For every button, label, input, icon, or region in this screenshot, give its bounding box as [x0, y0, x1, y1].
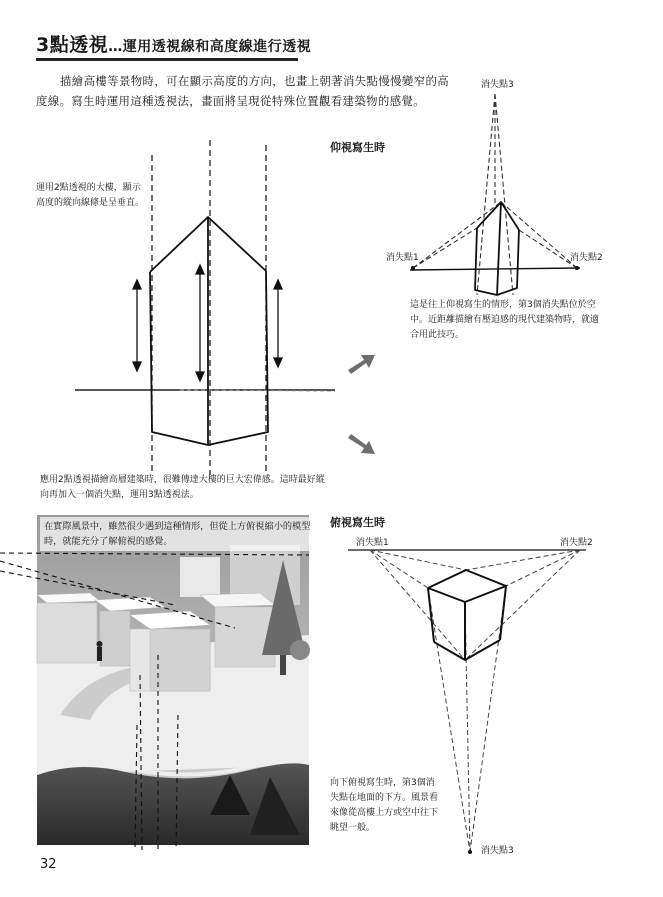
downward-vp1-label: 消失點1 [356, 538, 389, 548]
intro-paragraph [36, 71, 456, 111]
downward-note: 向下俯視寫生時，第3個消失點在地面的下方。風景看來像從高樓上方或空中往下眺望一般。 [330, 778, 439, 833]
arrow-down-right-icon [344, 432, 380, 462]
upward-label: 仰視寫生時 [330, 141, 385, 154]
upward-3point-drawing [395, 90, 595, 300]
upward-vp1-label: 消失點1 [386, 253, 419, 263]
heading-underline [36, 58, 298, 61]
upward-vp3-label: 消失點3 [481, 80, 514, 90]
bottom-note: 應用2點透視描繪高層建築時，很難傳達大樓的巨大宏偉感。這時最好縱向再加入一個消失點，運用3點透視法。 [40, 475, 325, 500]
downward-label: 俯視寫生時 [330, 516, 385, 529]
heading-title: 3點透視 [36, 34, 109, 56]
arrow-up-right-icon [344, 348, 380, 378]
upward-note: 這是往上仰視寫生的情形，第3個消失點位於空中。近距離描繪有壓迫感的現代建築物時，就適合用此技巧。 [410, 300, 600, 340]
left-note: 運用2點透視的大樓，顯示高度的縱向線條是呈垂直。 [36, 183, 145, 208]
model-city-photo [0, 515, 325, 855]
section-heading [36, 30, 311, 57]
heading-subtitle: …運用透視線和高度線進行透視 [108, 39, 312, 55]
photo-caption: 在實際風景中，雖然很少遇到這種情形，但從上方俯視縮小的模型時，就能充分了解俯視的感覺。 [40, 517, 316, 551]
downward-vp2-label: 消失點2 [560, 538, 593, 548]
upward-vp2-label: 消失點2 [570, 253, 603, 263]
intro-text: 描繪高樓等景物時，可在顯示高度的方向，也畫上朝著消失點慢慢變窄的高度線。寫生時運用這種透視法，畫面將呈現從特殊位置觀看建築物的感覺。 [36, 74, 450, 108]
downward-vp3-label: 消失點3 [481, 846, 514, 856]
page-number: 32 [40, 857, 57, 872]
